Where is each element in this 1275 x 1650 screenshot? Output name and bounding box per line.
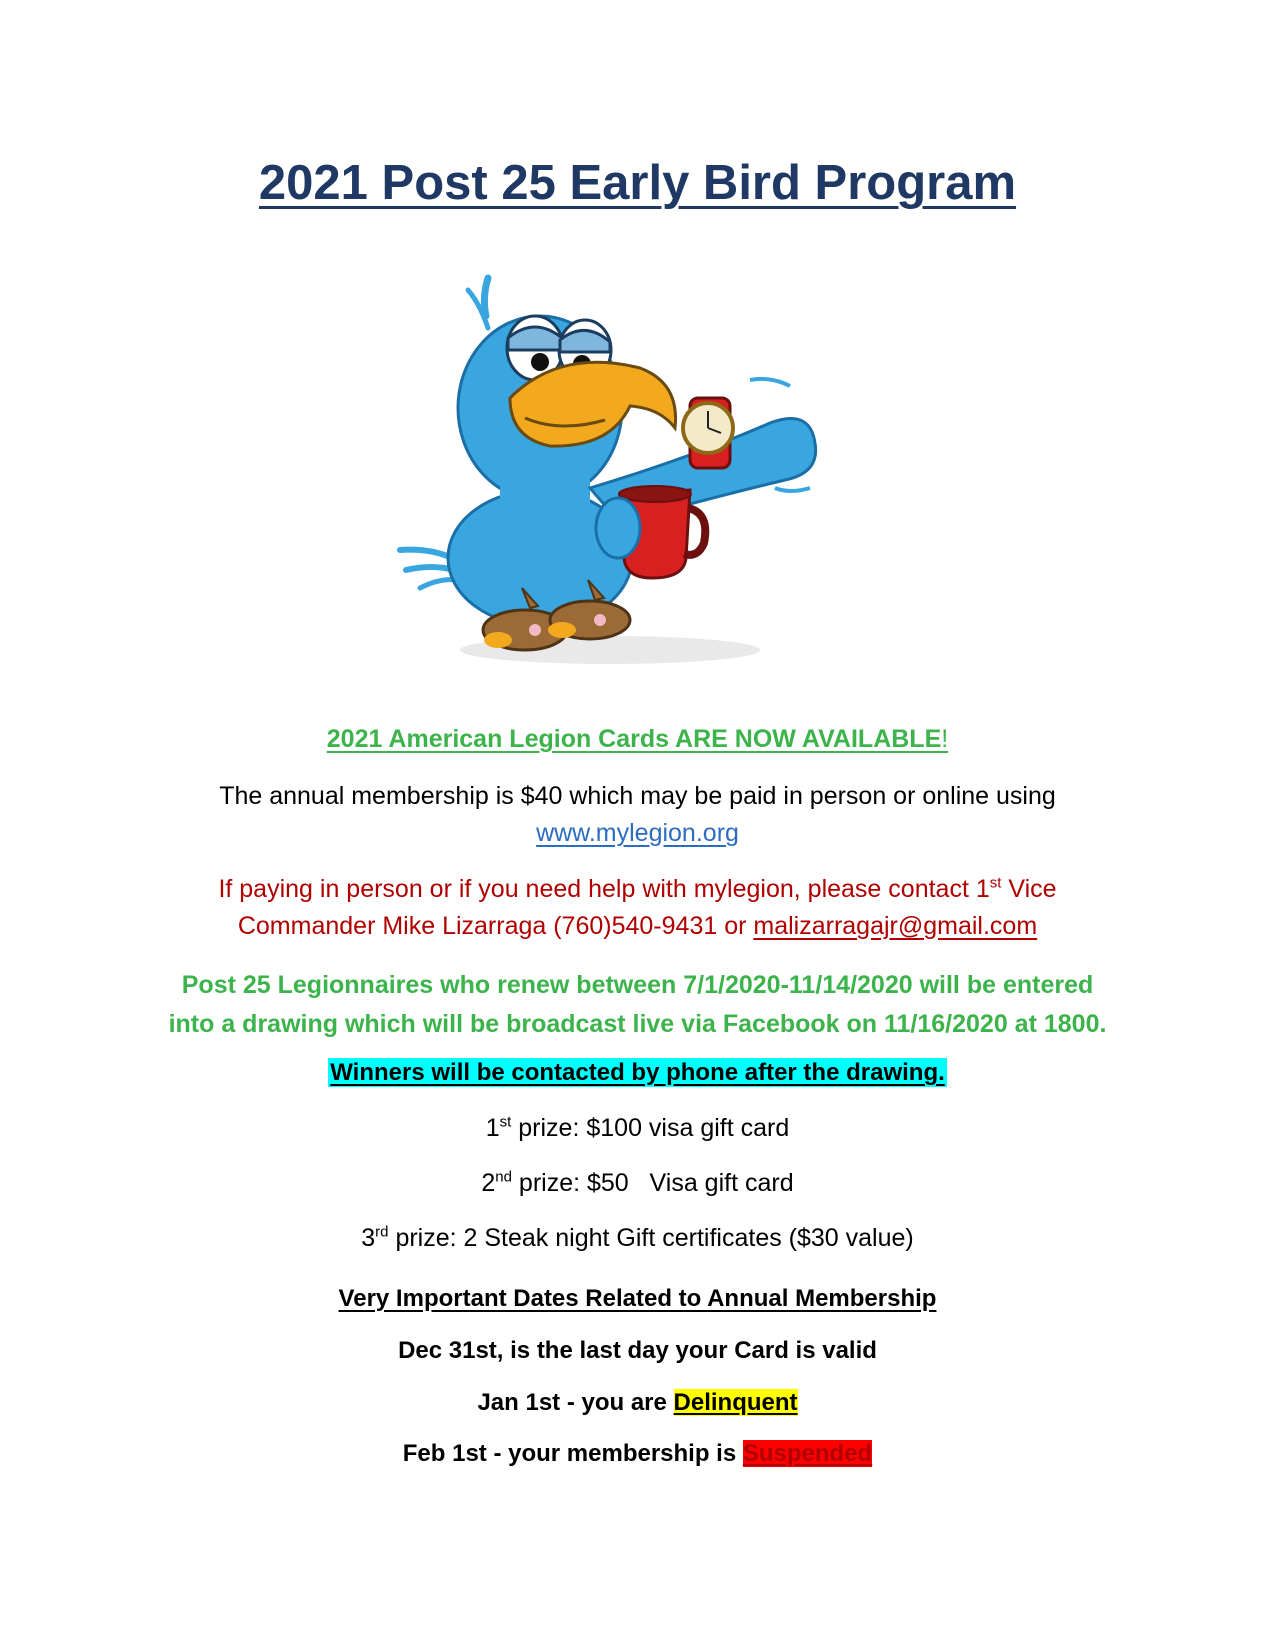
winners-note-row (0, 1059, 1275, 1087)
prize-number: 2 (481, 1169, 496, 1197)
date-card-valid: Dec 31st, is the last day your Card is valid (398, 1337, 877, 1364)
prize-suffix: rd (375, 1223, 389, 1241)
contact-info (0, 871, 1275, 945)
date-suspended (0, 1440, 1275, 1468)
membership-text: The annual membership is $40 which may be paid in person or online using (219, 782, 1056, 810)
mylegion-link[interactable]: www.mylegion.org (536, 819, 739, 847)
membership-info (0, 778, 1275, 852)
important-dates-heading: Very Important Dates Related to Annual Membership (338, 1285, 937, 1312)
prize-text: prize: $100 visa gift card (511, 1114, 790, 1142)
date-delinquent (0, 1389, 1275, 1417)
delinquent-prefix: Jan 1st - you are (477, 1389, 674, 1416)
drawing-line2: into a drawing which will be broadcast live via Facebook on 11/16/2020 at 1800. (168, 1010, 1107, 1038)
prize-number: 3 (361, 1224, 376, 1252)
cards-available-announcement (0, 725, 1275, 754)
email-link[interactable]: malizarragajr@gmail.com (753, 912, 1038, 940)
cartoon-bird-with-coffee-and-wristwatch-icon (390, 258, 880, 708)
prize-second (0, 1169, 1275, 1198)
announcement-exclamation: ! (941, 725, 949, 753)
contact-text: If paying in person or if you need help with mylegion, please contact 1 (218, 875, 990, 903)
contact-text-after: Vice (1001, 875, 1057, 903)
prize-first (0, 1114, 1275, 1143)
suspended-highlight: Suspended (742, 1440, 873, 1467)
prize-suffix: nd (495, 1168, 512, 1186)
winners-note: Winners will be contacted by phone after the drawing. (330, 1059, 945, 1086)
prize-number: 1 (485, 1114, 500, 1142)
prize-third (0, 1224, 1275, 1253)
contact-sup: st (989, 874, 1002, 892)
page-title: 2021 Post 25 Early Bird Program (258, 156, 1017, 210)
announcement-text: 2021 American Legion Cards ARE NOW AVAILABLE (326, 725, 942, 753)
prize-text: prize: 2 Steak night Gift certificates ($30 value) (388, 1224, 914, 1252)
drawing-info (0, 966, 1275, 1044)
prize-suffix: st (499, 1113, 512, 1131)
delinquent-highlight: Delinquent (673, 1389, 798, 1416)
prize-text: prize: $50 Visa gift card (511, 1169, 794, 1197)
contact-line2: Commander Mike Lizarraga (760)540-9431 or (237, 912, 754, 940)
suspended-prefix: Feb 1st - your membership is (402, 1440, 743, 1467)
drawing-line1: Post 25 Legionnaires who renew between 7/1/2020-11/14/2020 will be entered (181, 971, 1094, 999)
